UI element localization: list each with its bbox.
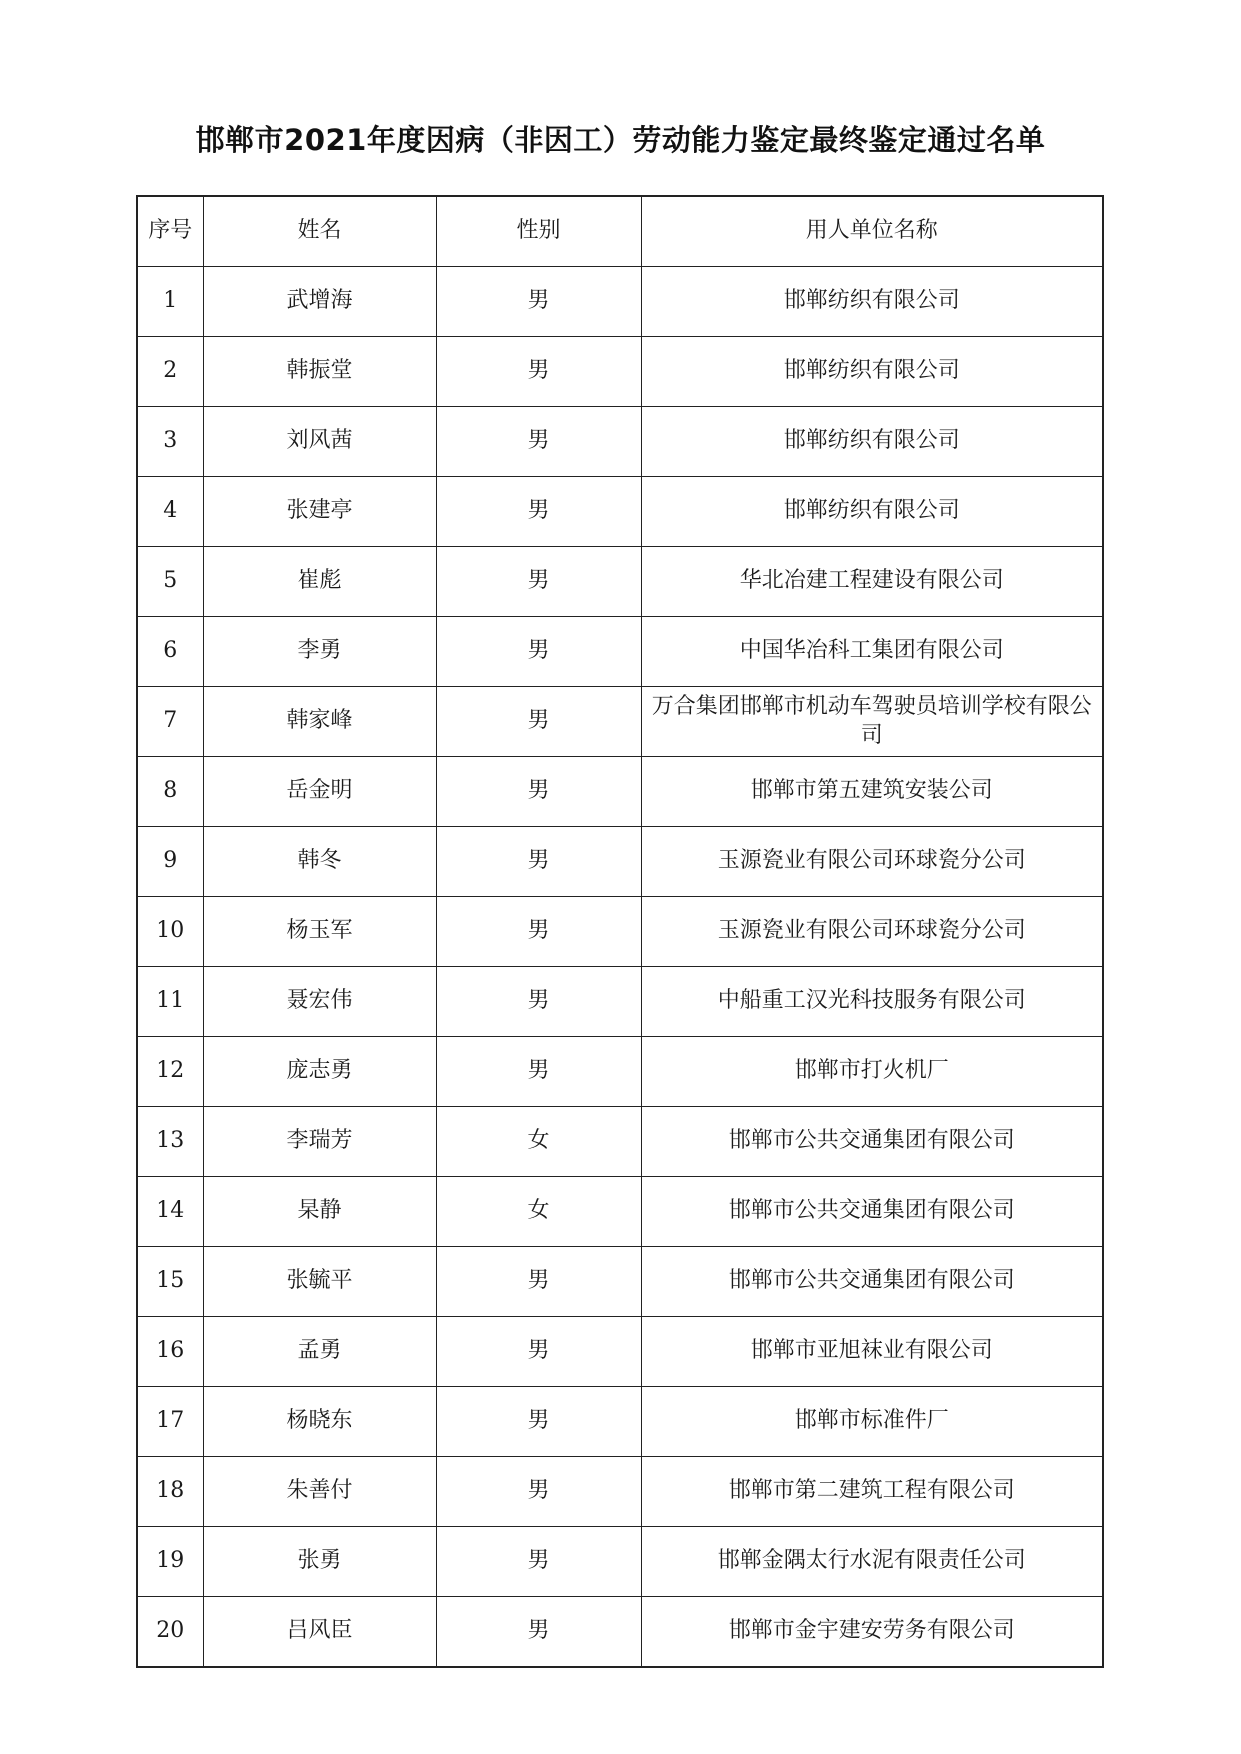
cell-gender: 男 xyxy=(436,1247,641,1317)
cell-name: 杨玉军 xyxy=(203,897,436,967)
table-row xyxy=(137,757,1103,827)
cell-serial-number: 16 xyxy=(137,1317,203,1387)
cell-employer-name: 邯郸市公共交通集团有限公司 xyxy=(641,1107,1103,1177)
header-serial-number: 序号 xyxy=(137,196,203,267)
cell-gender: 男 xyxy=(436,617,641,687)
cell-name: 张建亭 xyxy=(203,477,436,547)
header-name: 姓名 xyxy=(203,196,436,267)
cell-gender: 男 xyxy=(436,967,641,1037)
cell-gender: 男 xyxy=(436,1387,641,1457)
cell-name: 武增海 xyxy=(203,267,436,337)
cell-name: 韩振堂 xyxy=(203,337,436,407)
cell-serial-number: 14 xyxy=(137,1177,203,1247)
cell-serial-number: 19 xyxy=(137,1527,203,1597)
table-row xyxy=(137,1177,1103,1247)
cell-gender: 男 xyxy=(436,1527,641,1597)
table-row xyxy=(137,1387,1103,1457)
cell-gender: 女 xyxy=(436,1107,641,1177)
cell-name: 韩家峰 xyxy=(203,687,436,757)
cell-employer-name: 邯郸市打火机厂 xyxy=(641,1037,1103,1107)
cell-serial-number: 9 xyxy=(137,827,203,897)
table-row xyxy=(137,547,1103,617)
cell-gender: 男 xyxy=(436,1037,641,1107)
cell-employer-name: 邯郸市标准件厂 xyxy=(641,1387,1103,1457)
cell-gender: 男 xyxy=(436,827,641,897)
cell-name: 张勇 xyxy=(203,1527,436,1597)
cell-name: 崔彪 xyxy=(203,547,436,617)
cell-employer-name: 万合集团邯郸市机动车驾驶员培训学校有限公司 xyxy=(641,687,1103,757)
cell-employer-name: 玉源瓷业有限公司环球瓷分公司 xyxy=(641,827,1103,897)
cell-serial-number: 8 xyxy=(137,757,203,827)
cell-gender: 女 xyxy=(436,1177,641,1247)
roster-table xyxy=(136,195,1104,1668)
cell-serial-number: 6 xyxy=(137,617,203,687)
cell-name: 吕风臣 xyxy=(203,1597,436,1668)
cell-employer-name: 邯郸纺织有限公司 xyxy=(641,407,1103,477)
cell-employer-name: 邯郸纺织有限公司 xyxy=(641,267,1103,337)
cell-employer-name: 邯郸纺织有限公司 xyxy=(641,477,1103,547)
cell-employer-name: 华北冶建工程建设有限公司 xyxy=(641,547,1103,617)
table-row xyxy=(137,267,1103,337)
cell-serial-number: 2 xyxy=(137,337,203,407)
cell-serial-number: 11 xyxy=(137,967,203,1037)
cell-name: 孟勇 xyxy=(203,1317,436,1387)
cell-employer-name: 邯郸市金宇建安劳务有限公司 xyxy=(641,1597,1103,1668)
cell-name: 庞志勇 xyxy=(203,1037,436,1107)
cell-gender: 男 xyxy=(436,1597,641,1668)
table-row xyxy=(137,687,1103,757)
cell-serial-number: 7 xyxy=(137,687,203,757)
table-row xyxy=(137,897,1103,967)
table-row xyxy=(137,1247,1103,1317)
cell-serial-number: 18 xyxy=(137,1457,203,1527)
table-row xyxy=(137,827,1103,897)
cell-name: 聂宏伟 xyxy=(203,967,436,1037)
cell-name: 杨晓东 xyxy=(203,1387,436,1457)
cell-serial-number: 10 xyxy=(137,897,203,967)
cell-serial-number: 12 xyxy=(137,1037,203,1107)
cell-employer-name: 邯郸市公共交通集团有限公司 xyxy=(641,1177,1103,1247)
cell-serial-number: 4 xyxy=(137,477,203,547)
table-body xyxy=(137,267,1103,1668)
table-row xyxy=(137,337,1103,407)
cell-gender: 男 xyxy=(436,897,641,967)
cell-gender: 男 xyxy=(436,267,641,337)
header-gender: 性别 xyxy=(436,196,641,267)
table-row xyxy=(137,967,1103,1037)
cell-name: 杲静 xyxy=(203,1177,436,1247)
cell-employer-name: 中船重工汉光科技服务有限公司 xyxy=(641,967,1103,1037)
cell-serial-number: 13 xyxy=(137,1107,203,1177)
table-row xyxy=(137,1037,1103,1107)
cell-serial-number: 20 xyxy=(137,1597,203,1668)
table-row xyxy=(137,407,1103,477)
cell-employer-name: 中国华冶科工集团有限公司 xyxy=(641,617,1103,687)
table-row xyxy=(137,1317,1103,1387)
cell-gender: 男 xyxy=(436,1317,641,1387)
table-row xyxy=(137,477,1103,547)
cell-employer-name: 邯郸市亚旭袜业有限公司 xyxy=(641,1317,1103,1387)
cell-gender: 男 xyxy=(436,477,641,547)
cell-employer-name: 玉源瓷业有限公司环球瓷分公司 xyxy=(641,897,1103,967)
cell-serial-number: 3 xyxy=(137,407,203,477)
header-employer-name: 用人单位名称 xyxy=(641,196,1103,267)
cell-employer-name: 邯郸市第二建筑工程有限公司 xyxy=(641,1457,1103,1527)
table-row xyxy=(137,1597,1103,1668)
cell-serial-number: 1 xyxy=(137,267,203,337)
cell-gender: 男 xyxy=(436,407,641,477)
cell-name: 刘风茜 xyxy=(203,407,436,477)
cell-gender: 男 xyxy=(436,1457,641,1527)
cell-serial-number: 15 xyxy=(137,1247,203,1317)
cell-employer-name: 邯郸市第五建筑安装公司 xyxy=(641,757,1103,827)
cell-serial-number: 17 xyxy=(137,1387,203,1457)
table-row xyxy=(137,617,1103,687)
cell-employer-name: 邯郸市公共交通集团有限公司 xyxy=(641,1247,1103,1317)
table-row xyxy=(137,1527,1103,1597)
cell-gender: 男 xyxy=(436,547,641,617)
cell-name: 李勇 xyxy=(203,617,436,687)
cell-name: 李瑞芳 xyxy=(203,1107,436,1177)
table-row xyxy=(137,1457,1103,1527)
cell-name: 朱善付 xyxy=(203,1457,436,1527)
cell-serial-number: 5 xyxy=(137,547,203,617)
cell-gender: 男 xyxy=(436,687,641,757)
cell-name: 张毓平 xyxy=(203,1247,436,1317)
table-header-row xyxy=(137,196,1103,267)
cell-employer-name: 邯郸金隅太行水泥有限责任公司 xyxy=(641,1527,1103,1597)
document-title: 邯郸市2021年度因病（非因工）劳动能力鉴定最终鉴定通过名单 xyxy=(195,123,1046,157)
cell-gender: 男 xyxy=(436,337,641,407)
cell-name: 岳金明 xyxy=(203,757,436,827)
cell-name: 韩冬 xyxy=(203,827,436,897)
cell-employer-name: 邯郸纺织有限公司 xyxy=(641,337,1103,407)
table-row xyxy=(137,1107,1103,1177)
cell-gender: 男 xyxy=(436,757,641,827)
